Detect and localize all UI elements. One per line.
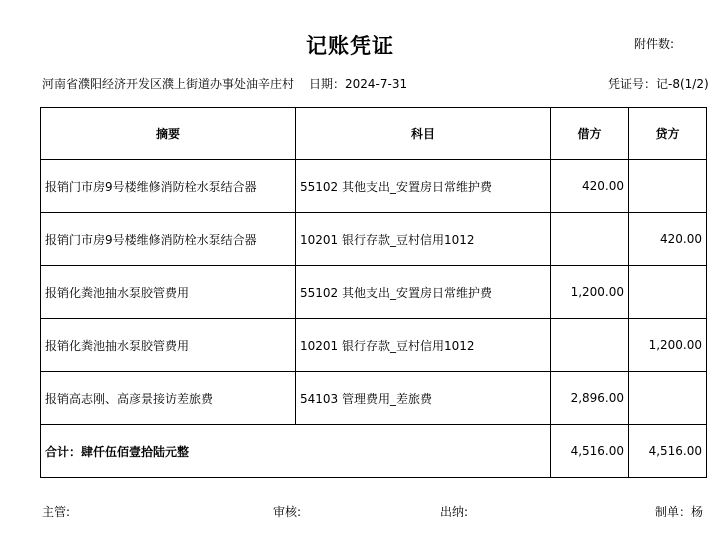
reviewer-label: 审核: — [273, 505, 302, 519]
row-summary: 报销高志刚、高彦景接访差旅费 — [41, 372, 296, 425]
row-summary: 报销门市房9号楼维修消防栓水泵结合器 — [41, 213, 296, 266]
voucher-table — [40, 107, 707, 478]
row-credit — [629, 160, 707, 213]
header-account: 科目 — [296, 108, 551, 160]
preparer-label: 制单：杨 — [655, 505, 704, 519]
row-debit — [551, 319, 629, 372]
header-credit: 贷方 — [629, 108, 707, 160]
row-account: 55102 其他支出_安置房日常维护费 — [296, 266, 551, 319]
row-credit — [629, 372, 707, 425]
row-account: 10201 银行存款_豆村信用1012 — [296, 213, 551, 266]
voucher-date: 日期：2024-7-31 — [309, 77, 408, 91]
table-row — [41, 372, 707, 425]
total-label: 合计：肆仟伍佰壹拾陆元整 — [41, 425, 551, 478]
row-account: 10201 银行存款_豆村信用1012 — [296, 319, 551, 372]
row-account: 55102 其他支出_安置房日常维护费 — [296, 160, 551, 213]
table-row — [41, 160, 707, 213]
company-name: 河南省濮阳经济开发区濮上街道办事处油辛庄村 — [42, 77, 295, 91]
row-account: 54103 管理费用_差旅费 — [296, 372, 551, 425]
row-summary: 报销门市房9号楼维修消防栓水泵结合器 — [41, 160, 296, 213]
row-credit: 1,200.00 — [629, 319, 707, 372]
attachments-count-label: 附件数: — [634, 37, 675, 51]
table-row — [41, 266, 707, 319]
row-debit: 420.00 — [551, 160, 629, 213]
header-summary: 摘要 — [41, 108, 296, 160]
total-row — [41, 425, 707, 478]
total-debit: 4,516.00 — [551, 425, 629, 478]
row-debit — [551, 213, 629, 266]
table-header-row — [41, 108, 707, 160]
voucher-number: 凭证号：记-8(1/2) — [608, 77, 709, 91]
table-row — [41, 213, 707, 266]
header-debit: 借方 — [551, 108, 629, 160]
total-credit: 4,516.00 — [629, 425, 707, 478]
row-summary: 报销化粪池抽水泵胶管费用 — [41, 319, 296, 372]
row-summary: 报销化粪池抽水泵胶管费用 — [41, 266, 296, 319]
row-debit: 2,896.00 — [551, 372, 629, 425]
row-credit — [629, 266, 707, 319]
row-credit: 420.00 — [629, 213, 707, 266]
row-debit: 1,200.00 — [551, 266, 629, 319]
cashier-label: 出纳: — [440, 505, 469, 519]
voucher-title: 记账凭证 — [306, 34, 394, 58]
table-row — [41, 319, 707, 372]
supervisor-label: 主管: — [42, 505, 71, 519]
